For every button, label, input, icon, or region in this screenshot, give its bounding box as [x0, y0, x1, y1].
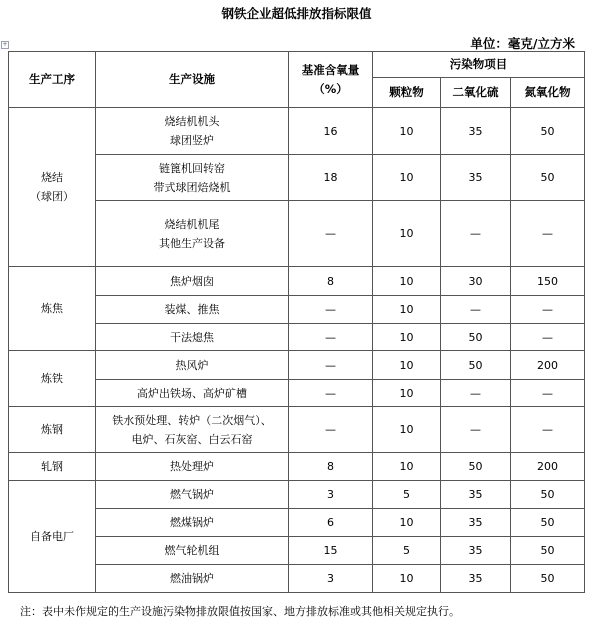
table-row: [9, 481, 585, 509]
so2-cell: 35: [441, 108, 511, 155]
oxygen-cell: —: [289, 407, 373, 453]
oxygen-cell: 15: [289, 537, 373, 565]
pm-cell: 10: [373, 351, 441, 380]
nox-cell: —: [511, 296, 585, 324]
so2-cell: 35: [441, 537, 511, 565]
nox-cell: 50: [511, 108, 585, 155]
pm-cell: 10: [373, 155, 441, 201]
table-row: [9, 407, 585, 453]
so2-cell: 50: [441, 453, 511, 481]
pm-cell: 10: [373, 267, 441, 296]
table-row: [9, 108, 585, 155]
nox-cell: —: [511, 324, 585, 351]
so2-cell: —: [441, 380, 511, 407]
table-row: [9, 453, 585, 481]
pm-cell: 10: [373, 201, 441, 267]
group-power: 自备电厂: [9, 481, 96, 593]
group-ironmaking: 炼铁: [9, 351, 96, 407]
so2-cell: 35: [441, 155, 511, 201]
nox-cell: 50: [511, 565, 585, 593]
so2-cell: 35: [441, 509, 511, 537]
header-process: 生产工序: [9, 52, 96, 108]
table-row: [9, 351, 585, 380]
facility-line: 球团竖炉: [170, 134, 214, 147]
nox-cell: —: [511, 380, 585, 407]
nox-cell: —: [511, 407, 585, 453]
so2-cell: 35: [441, 481, 511, 509]
nox-cell: —: [511, 201, 585, 267]
oxygen-cell: —: [289, 201, 373, 267]
facility-cell: 燃气轮机组: [96, 537, 289, 565]
so2-cell: —: [441, 201, 511, 267]
group-label: 烧结: [41, 171, 63, 184]
pm-cell: 10: [373, 380, 441, 407]
footnote: 注：表中未作规定的生产设施污染物排放限值按国家、地方排放标准或其他相关规定执行。: [20, 605, 460, 618]
header-so2: 二氧化硫: [441, 78, 511, 108]
facility-cell: [96, 155, 289, 201]
group-sintering: [9, 108, 96, 267]
table-row: [9, 565, 585, 593]
table-row: [9, 324, 585, 351]
facility-cell: 燃油锅炉: [96, 565, 289, 593]
unit-label: 单位：毫克/立方米: [470, 36, 575, 51]
header-oxygen-line2: （%）: [313, 81, 348, 96]
facility-cell: [96, 407, 289, 453]
table-move-handle-icon[interactable]: +: [2, 41, 8, 48]
oxygen-cell: 18: [289, 155, 373, 201]
pm-cell: 10: [373, 324, 441, 351]
header-pm: 颗粒物: [373, 78, 441, 108]
facility-line: 电炉、石灰窑、白云石窑: [131, 432, 253, 446]
table-row: [9, 296, 585, 324]
pm-cell: 10: [373, 296, 441, 324]
oxygen-cell: 6: [289, 509, 373, 537]
so2-cell: 35: [441, 565, 511, 593]
facility-line: 链篦机回转窑: [159, 161, 225, 175]
table-row: [9, 267, 585, 296]
oxygen-cell: —: [289, 296, 373, 324]
facility-cell: 热风炉: [96, 351, 289, 380]
so2-cell: 50: [441, 351, 511, 380]
so2-cell: 30: [441, 267, 511, 296]
group-rolling: 轧钢: [9, 453, 96, 481]
facility-cell: 装煤、推焦: [96, 296, 289, 324]
nox-cell: 50: [511, 537, 585, 565]
oxygen-cell: 3: [289, 565, 373, 593]
facility-cell: 燃煤锅炉: [96, 509, 289, 537]
oxygen-cell: 3: [289, 481, 373, 509]
pm-cell: 10: [373, 453, 441, 481]
facility-line: 烧结机机头: [164, 115, 220, 128]
oxygen-cell: 8: [289, 267, 373, 296]
facility-cell: 焦炉烟囱: [96, 267, 289, 296]
pm-cell: 5: [373, 537, 441, 565]
table-row: [9, 380, 585, 407]
table-row: [9, 509, 585, 537]
nox-cell: 200: [511, 453, 585, 481]
group-coking: 炼焦: [9, 267, 96, 351]
so2-cell: —: [441, 296, 511, 324]
nox-cell: 150: [511, 267, 585, 296]
nox-cell: 50: [511, 481, 585, 509]
header-oxygen: [289, 52, 373, 108]
pm-cell: 10: [373, 108, 441, 155]
group-label-sub: （球团）: [30, 190, 74, 203]
oxygen-cell: —: [289, 380, 373, 407]
nox-cell: 200: [511, 351, 585, 380]
facility-cell: 热处理炉: [96, 453, 289, 481]
facility-line: 带式球团焙烧机: [153, 180, 231, 194]
pm-cell: 10: [373, 407, 441, 453]
oxygen-cell: 8: [289, 453, 373, 481]
facility-line: 铁水预处理、转炉（二次烟气）、: [112, 413, 272, 427]
group-steelmaking: 炼钢: [9, 407, 96, 453]
header-facility: 生产设施: [96, 52, 289, 108]
facility-cell: [96, 108, 289, 155]
facility-line: 烧结机机尾: [164, 217, 220, 231]
table-row: [9, 537, 585, 565]
so2-cell: 50: [441, 324, 511, 351]
facility-line: 其他生产设备: [159, 236, 225, 250]
header-oxygen-line1: 基准含氧量: [301, 62, 360, 77]
facility-cell: 燃气锅炉: [96, 481, 289, 509]
facility-cell: 高炉出铁场、高炉矿槽: [96, 380, 289, 407]
emission-limits-table: [8, 51, 585, 593]
header-pollutants: 污染物项目: [373, 52, 585, 78]
table-row: [9, 201, 585, 267]
pm-cell: 10: [373, 509, 441, 537]
oxygen-cell: —: [289, 351, 373, 380]
nox-cell: 50: [511, 155, 585, 201]
facility-cell: 干法熄焦: [96, 324, 289, 351]
header-nox: 氮氧化物: [511, 78, 585, 108]
so2-cell: —: [441, 407, 511, 453]
pm-cell: 10: [373, 565, 441, 593]
table-row: [9, 155, 585, 201]
page-title: 钢铁企业超低排放指标限值: [221, 6, 372, 21]
oxygen-cell: —: [289, 324, 373, 351]
facility-cell: [96, 201, 289, 267]
pm-cell: 5: [373, 481, 441, 509]
nox-cell: 50: [511, 509, 585, 537]
oxygen-cell: 16: [289, 108, 373, 155]
